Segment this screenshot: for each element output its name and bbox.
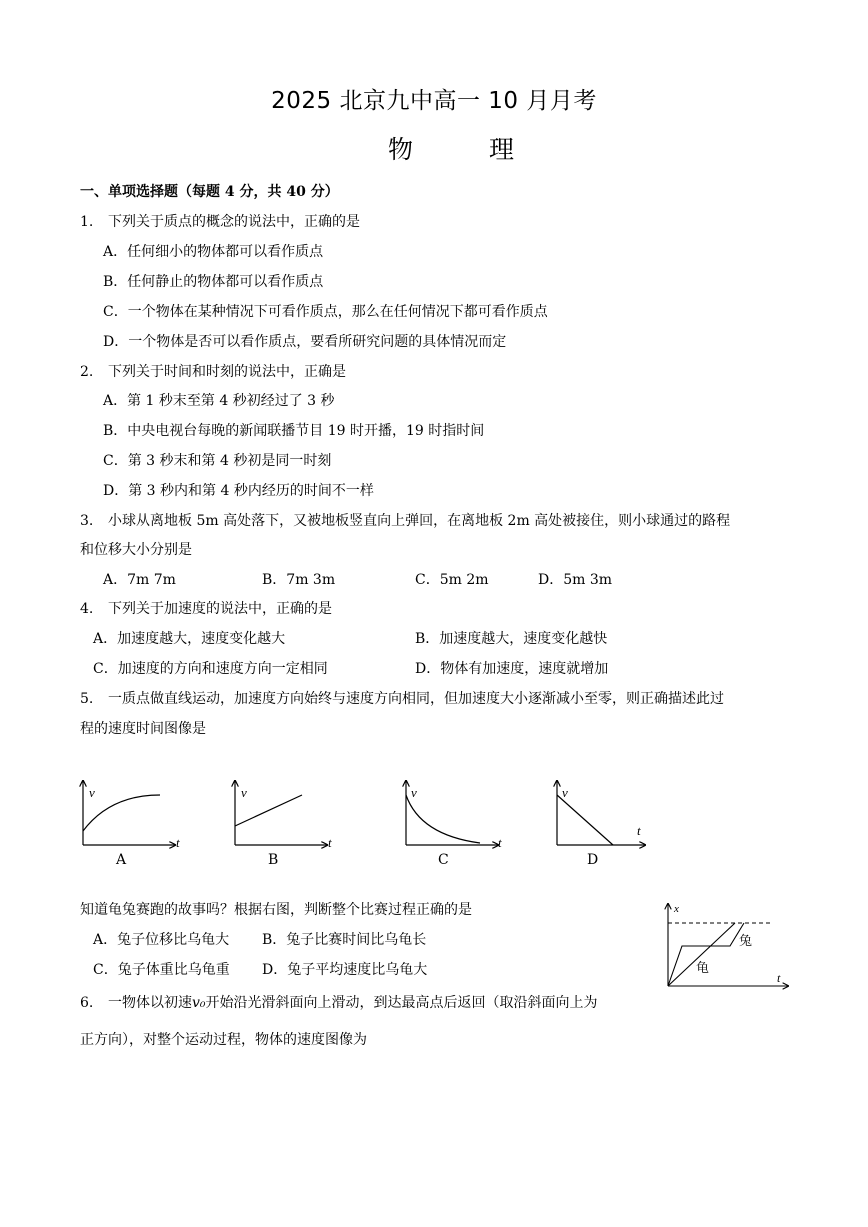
question-5-stem-cont: 程的速度时间图像是 xyxy=(80,721,206,737)
q2-option-d: D．第 3 秒内和第 4 秒内经历的时间不一样 xyxy=(103,483,374,499)
graph-a-t-label: t xyxy=(176,835,180,850)
graph-label-b: B xyxy=(268,852,279,868)
graph-b-v-label: v xyxy=(241,785,247,800)
question-number: 3. xyxy=(80,513,94,529)
question-1-stem: 1. 下列关于质点的概念的说法中，正确的是 xyxy=(80,214,360,230)
graph-b-t-label: t xyxy=(328,835,332,850)
q1-option-c: C．一个物体在某种情况下可看作质点，那么在任何情况下都可看作质点 xyxy=(103,304,548,320)
question-4-stem: 4. 下列关于加速度的说法中，正确的是 xyxy=(80,601,332,617)
question-number: 4. xyxy=(80,601,94,617)
graph-label-d: D xyxy=(587,852,599,868)
graph-b xyxy=(235,781,332,850)
graph-c xyxy=(406,781,502,850)
subject-title: 物 理 xyxy=(388,135,548,164)
question-2-stem: 2. 下列关于时间和时刻的说法中，正确是 xyxy=(80,364,346,380)
q4-option-c: C．加速度的方向和速度方向一定相同 xyxy=(93,661,328,677)
race-option-a: A．兔子位移比乌龟大 xyxy=(93,932,230,948)
race-option-d: D．兔子平均速度比乌龟大 xyxy=(262,962,428,978)
graph-c-curve xyxy=(406,795,480,843)
graph-a-curve xyxy=(83,795,160,831)
question-number: 6. xyxy=(80,995,94,1011)
q1-option-d: D．一个物体是否可以看作质点，要看所研究问题的具体情况而定 xyxy=(103,334,507,350)
v0-symbol: v₀ xyxy=(192,995,206,1011)
graph-c-v-label: v xyxy=(411,785,417,800)
q4-option-a: A．加速度越大，速度变化越大 xyxy=(93,631,286,647)
q4-option-d: D．物体有加速度，速度就增加 xyxy=(415,661,609,677)
q3-option-d: D．5m 3m xyxy=(538,572,613,588)
q3-option-b: B．7m 3m xyxy=(262,572,336,588)
graph-d xyxy=(557,781,645,845)
question-number: 1. xyxy=(80,214,94,230)
question-3-stem: 3. 小球从离地板 5m 高处落下，又被地板竖直向上弹回，在离地板 2m 高处被接住，则小球通过的路程 xyxy=(80,513,731,529)
turtle-line xyxy=(668,923,735,986)
q3-option-c: C．5m 2m xyxy=(415,572,489,588)
graph-d-line xyxy=(557,795,613,845)
question-number: 5. xyxy=(80,691,94,707)
q1-option-b: B．任何静止的物体都可以看作质点 xyxy=(103,274,324,290)
exam-title: 2025 北京九中高一 10 月月考 xyxy=(271,88,597,114)
q1-option-a: A．任何细小的物体都可以看作质点 xyxy=(103,244,324,260)
question-3-stem-cont: 和位移大小分别是 xyxy=(80,542,192,558)
race-t-label: t xyxy=(777,971,781,985)
race-question-stem: 知道龟兔赛跑的故事吗？根据右图，判断整个比赛过程正确的是 xyxy=(80,902,472,918)
question-5-stem: 5. 一质点做直线运动，加速度方向始终与速度方向相同，但加速度大小逐渐减小至零，则正确描述此过 xyxy=(80,691,724,707)
q5-graphs xyxy=(70,775,670,855)
graph-c-t-label: t xyxy=(498,835,502,850)
race-option-c: C．兔子体重比乌龟重 xyxy=(93,962,230,978)
rabbit-line xyxy=(668,923,744,986)
question-6-stem: 6. 一物体以初速v₀开始沿光滑斜面向上滑动，到达最高点后返回（取沿斜面向上为 xyxy=(80,995,598,1011)
section-heading: 一、单项选择题（每题 4 分，共 40 分） xyxy=(80,184,339,200)
q2-option-c: C．第 3 秒末和第 4 秒初是同一时刻 xyxy=(103,453,332,469)
race-option-b: B．兔子比赛时间比乌龟长 xyxy=(262,932,427,948)
rabbit-label: 兔 xyxy=(739,933,753,948)
q2-option-b: B．中央电视台每晚的新闻联播节目 19 时开播，19 时指时间 xyxy=(103,423,485,439)
graph-label-c: C xyxy=(438,852,449,868)
graph-label-a: A xyxy=(116,852,127,868)
q2-option-a: A．第 1 秒末至第 4 秒初经过了 3 秒 xyxy=(103,393,335,409)
turtle-label: 龟 xyxy=(696,960,710,975)
graph-d-t-label: t xyxy=(637,823,641,838)
question-number: 2. xyxy=(80,364,94,380)
race-x-label: x xyxy=(674,903,679,915)
q4-option-b: B．加速度越大，速度变化越快 xyxy=(415,631,608,647)
q3-option-a: A．7m 7m xyxy=(103,572,176,588)
graph-a xyxy=(83,781,180,850)
race-xt-figure xyxy=(660,900,792,992)
graph-a-v-label: v xyxy=(89,785,95,800)
graph-d-v-label: v xyxy=(562,785,568,800)
question-6-stem-cont: 正方向），对整个运动过程，物体的速度图像为 xyxy=(80,1032,367,1048)
